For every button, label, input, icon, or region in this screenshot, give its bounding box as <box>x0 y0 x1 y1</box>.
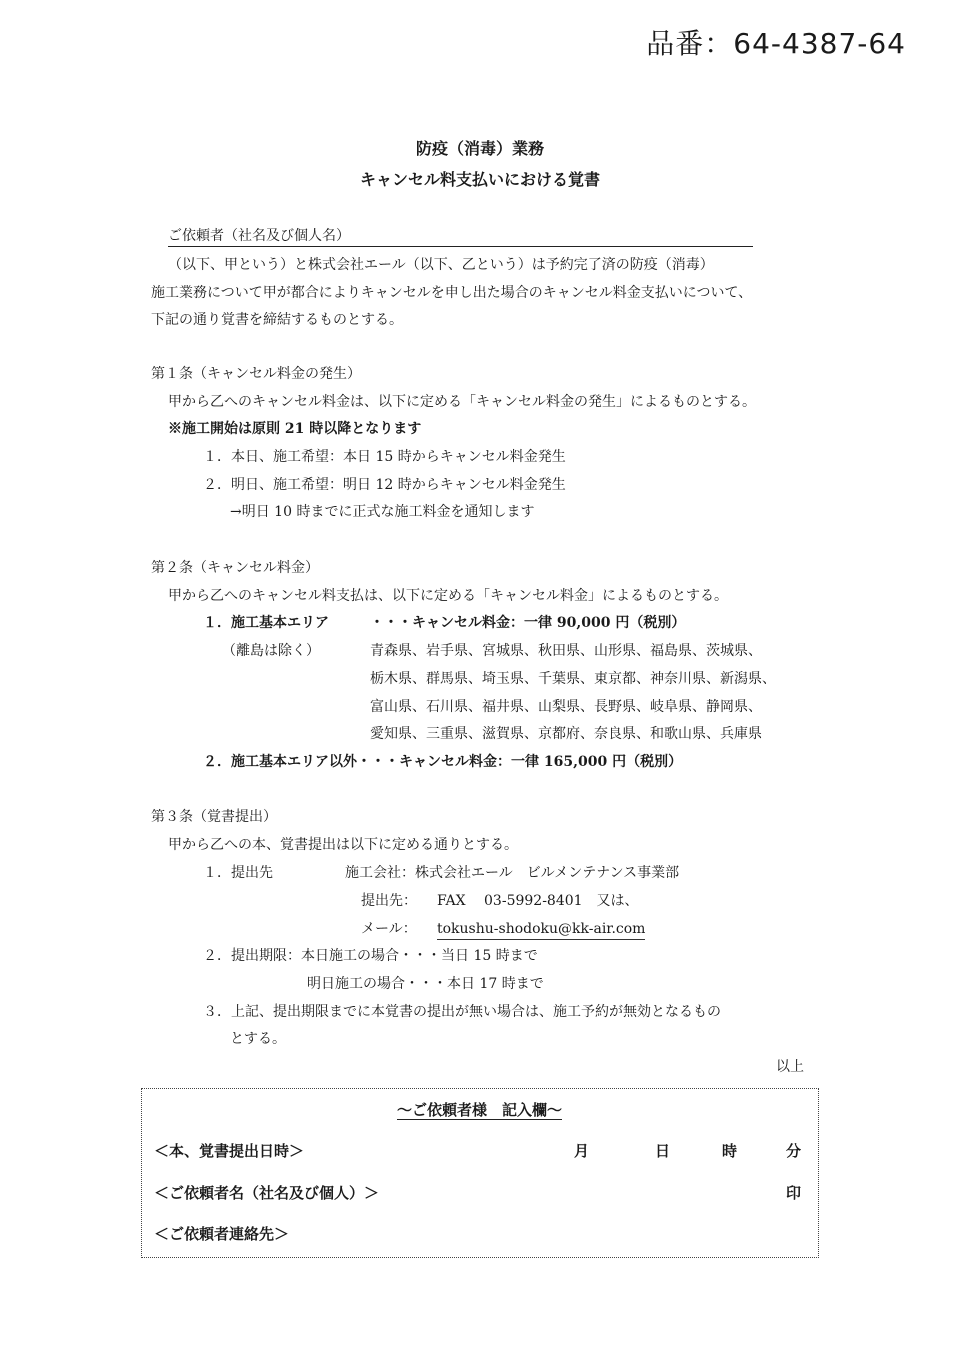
document-subtitle: キャンセル料支払いにおける覚書 <box>359 170 600 189</box>
requester-name-field[interactable] <box>168 226 753 247</box>
month-label: 月 <box>574 1142 590 1160</box>
prefecture-line: 栃木県、群馬県、埼玉県、千葉県、東京都、神奈川県、新潟県、 <box>370 671 776 687</box>
prefecture-line: 愛知県、三重県、滋賀県、京都府、奈良県、和歌山県、兵庫県 <box>370 726 762 742</box>
mail-label: メール： <box>361 921 417 937</box>
article3-heading: 第３条（覚書提出） <box>151 809 277 825</box>
area1-fee: ・・・キャンセル料金：一律 90,000 円（税別） <box>370 615 686 631</box>
area2-fee: ２．施工基本エリア以外・・・キャンセル料金：一律 165,000 円（税別） <box>203 754 683 770</box>
article3-text: 甲から乙への本、覚書提出は以下に定める通りとする。 <box>168 837 518 853</box>
deadline-tomorrow: 明日施工の場合・・・本日 17 時まで <box>307 976 544 992</box>
seal-label: 印 <box>786 1184 802 1202</box>
article1-item2-sub: →明日 10 時までに正式な施工料金を通知します <box>230 504 535 520</box>
requester-label: ご依頼者（社名及び個人名） <box>168 228 350 244</box>
prefecture-line: 青森県、岩手県、宮城県、秋田県、山形県、福島県、茨城県、 <box>370 643 762 659</box>
requester-name-label[interactable]: ＜ご依頼者名（社名及び個人）＞ <box>154 1184 380 1202</box>
area1-label: １．施工基本エリア <box>203 615 329 631</box>
requester-entry-box <box>141 1088 819 1258</box>
article3-item1-label: １．提出先 <box>203 865 273 881</box>
closing-mark: 以上 <box>776 1059 804 1075</box>
article2-text: 甲から乙へのキャンセル料支払は、以下に定める「キャンセル料金」によるものとする。 <box>168 588 728 604</box>
fax-number: FAX 03-5992-8401 又は、 <box>437 893 639 909</box>
product-code: 品番：64-4387-64 <box>646 27 906 60</box>
company-name: 施工会社：株式会社エール ビルメンテナンス事業部 <box>345 865 680 881</box>
submission-datetime-label[interactable]: ＜本、覚書提出日時＞ <box>154 1142 305 1160</box>
intro-paragraph-2: 施工業務について甲が都合によりキャンセルを申し出た場合のキャンセル料金支払いについて、 <box>151 285 753 301</box>
document-title: 防疫（消毒）業務 <box>415 139 544 158</box>
prefecture-line: 富山県、石川県、福井県、山梨県、長野県、岐阜県、静岡県、 <box>370 699 762 715</box>
email-link[interactable]: tokushu-shodoku@kk-air.com <box>437 919 645 940</box>
article1-item2: ２．明日、施工希望：明日 12 時からキャンセル料金発生 <box>203 477 566 493</box>
minute-label: 分 <box>786 1142 802 1160</box>
article1-text: 甲から乙へのキャンセル料金は、以下に定める「キャンセル料金の発生」によるものとする。 <box>168 394 756 410</box>
article3-item3-line1: ３．上記、提出期限までに本覚書の提出が無い場合は、施工予約が無効となるもの <box>203 1004 721 1020</box>
article2-heading: 第２条（キャンセル料金） <box>151 560 319 576</box>
deadline-today: ２．提出期限：本日施工の場合・・・当日 15 時まで <box>203 948 538 964</box>
requester-contact-label[interactable]: ＜ご依頼者連絡先＞ <box>154 1225 290 1243</box>
article1-note: ※施工開始は原則 21 時以降となります <box>168 421 422 437</box>
article1-heading: 第１条（キャンセル料金の発生） <box>151 366 361 382</box>
area1-exclusion: （離島は除く） <box>222 643 320 659</box>
intro-paragraph-1: （以下、甲という）と株式会社エール（以下、乙という）は予約完了済の防疫（消毒） <box>168 257 714 273</box>
article1-item1: １．本日、施工希望：本日 15 時からキャンセル料金発生 <box>203 449 566 465</box>
submit-label: 提出先： <box>361 893 417 909</box>
entry-box-title: ～ご依頼者様 記入欄～ <box>396 1101 562 1119</box>
intro-paragraph-3: 下記の通り覚書を締結するものとする。 <box>151 312 403 328</box>
day-label: 日 <box>655 1142 671 1160</box>
article3-item3-line2: とする。 <box>230 1031 286 1047</box>
hour-label: 時 <box>722 1142 738 1160</box>
